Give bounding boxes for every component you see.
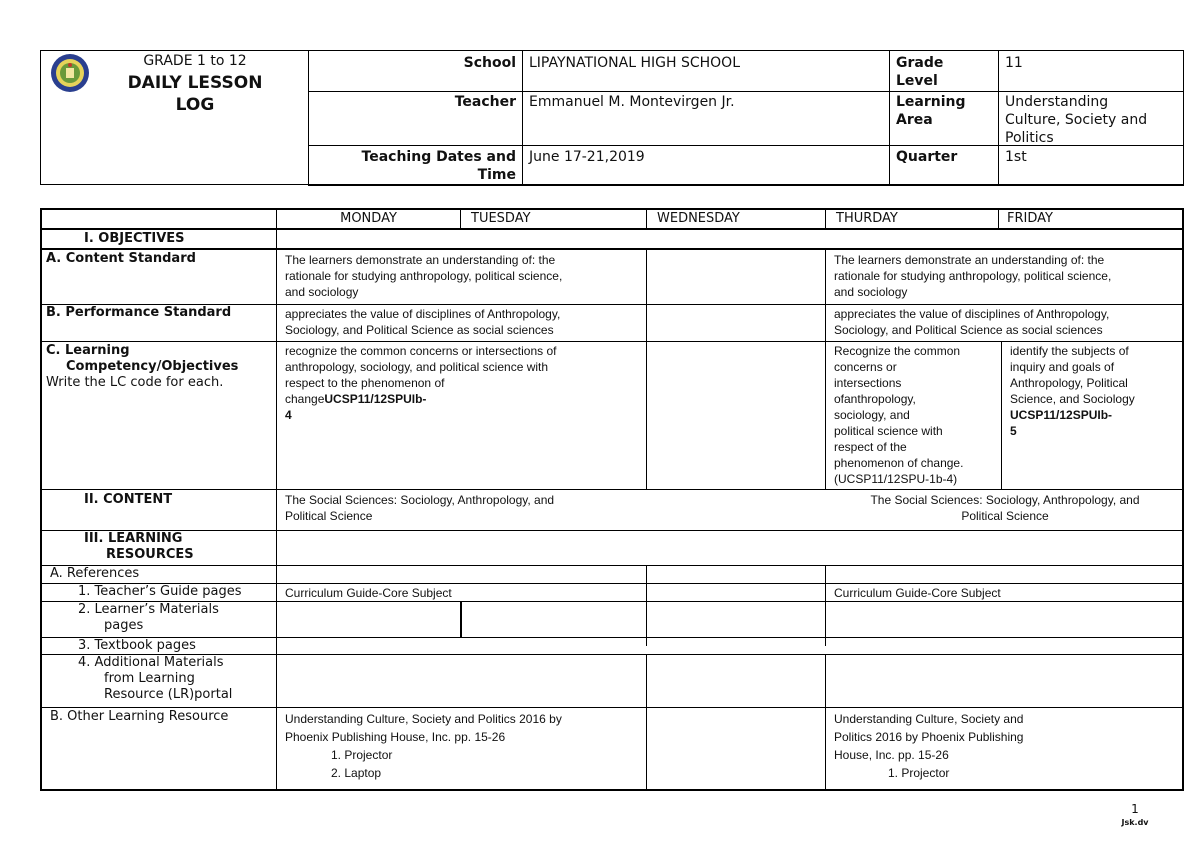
- page-number: 1: [1131, 802, 1139, 816]
- day-monday: MONDAY: [340, 211, 397, 226]
- grade-range: GRADE 1 to 12: [143, 53, 247, 69]
- performance-standard-mon: appreciates the value of disciplines of Anthropology, Sociology, and Political Science as social sciences: [285, 307, 561, 337]
- learning-area-label-1: Learning: [896, 94, 966, 110]
- learning-resources-heading: III. LEARNING RESOURCES: [84, 531, 194, 562]
- learning-competency-fri: identify the subjects of inquiry and goals of Anthropology, Political Science, and Sociology UCSP11/12SPUIb- 5: [1010, 344, 1135, 438]
- textbook-label: 3. Textbook pages: [78, 638, 196, 653]
- deped-seal-logo: [50, 53, 90, 93]
- day-tuesday: TUESDAY: [471, 211, 531, 226]
- content-standard-label: A. Content Standard: [46, 251, 196, 266]
- dates-value: June 17-21,2019: [529, 149, 645, 165]
- grade-level-value: 11: [1005, 55, 1023, 71]
- learning-competency-label: C. Learning Competency/Objectives Write the LC code for each.: [46, 343, 239, 390]
- objectives-heading: I. OBJECTIVES: [84, 231, 185, 246]
- content-mon: The Social Sciences: Sociology, Anthropology, and Political Science: [285, 493, 555, 523]
- performance-standard-thu: appreciates the value of disciplines of Anthropology, Sociology, and Political Science as social sciences: [834, 307, 1110, 337]
- learning-area-value-1: Understanding: [1005, 94, 1109, 110]
- learning-area-value-2: Culture, Society and: [1005, 112, 1148, 128]
- title-line-2: LOG: [175, 95, 215, 115]
- learning-competency-mon: recognize the common concerns or intersections of anthropology, sociology, and political science with respect to the phenomenon of changeUCSP11/12SPUIb- 4: [285, 344, 557, 422]
- grade-level-label-1: Grade: [896, 55, 944, 71]
- content-thu: The Social Sciences: Sociology, Anthropology, and Political Science: [870, 493, 1140, 523]
- title-line-1: DAILY LESSON: [127, 73, 263, 93]
- school-label: School: [463, 55, 516, 71]
- learners-materials-label: 2. Learner’s Materials pages: [78, 602, 219, 633]
- teachers-guide-thu: Curriculum Guide-Core Subject: [834, 586, 1001, 600]
- teacher-label: Teacher: [454, 94, 516, 110]
- day-friday: FRIDAY: [1007, 211, 1053, 226]
- teacher-value: Emmanuel M. Montevirgen Jr.: [529, 94, 735, 110]
- quarter-label: Quarter: [896, 149, 958, 165]
- learning-competency-thu: Recognize the common concerns or intersections ofanthropology, sociology, and political science with respect of the phenomenon of change. (UCSP11/12SPU-1b-4): [834, 344, 964, 486]
- quarter-value: 1st: [1005, 149, 1027, 165]
- content-heading: II. CONTENT: [84, 492, 173, 507]
- header-table: [40, 50, 1184, 185]
- school-value: LIPAYNATIONAL HIGH SCHOOL: [529, 55, 740, 71]
- lesson-table: [40, 208, 1184, 791]
- references-label: A. References: [50, 566, 140, 581]
- day-wednesday: WEDNESDAY: [657, 211, 740, 226]
- teachers-guide-mon: Curriculum Guide-Core Subject: [285, 586, 452, 600]
- other-resource-thu: Understanding Culture, Society and Politics 2016 by Phoenix Publishing House, Inc. pp. 15-26 1. Projector: [834, 712, 1024, 780]
- additional-materials-label: 4. Additional Materials from Learning Resource (LR)portal: [78, 655, 233, 702]
- learning-area-label-2: Area: [896, 112, 933, 128]
- content-standard-thu: The learners demonstrate an understanding of: the rationale for studying anthropology, political science, and sociology: [834, 253, 1112, 299]
- other-resource-label: B. Other Learning Resource: [50, 709, 229, 724]
- grade-level-label-2: Level: [896, 73, 938, 89]
- performance-standard-label: B. Performance Standard: [46, 305, 232, 320]
- day-thursday: THURDAY: [836, 211, 898, 226]
- teachers-guide-label: 1. Teacher’s Guide pages: [78, 584, 242, 599]
- content-standard-mon: The learners demonstrate an understanding of: the rationale for studying anthropology, political science, and sociology: [285, 253, 563, 299]
- dates-label-2: Time: [477, 167, 516, 183]
- learning-area-value-3: Politics: [1005, 130, 1054, 146]
- other-resource-mon: Understanding Culture, Society and Politics 2016 by Phoenix Publishing House, Inc. pp. 15-26 1. Projector 2. Laptop: [285, 712, 562, 780]
- footer-mark: Jsk.dv: [1121, 818, 1149, 827]
- dates-label-1: Teaching Dates and: [361, 149, 516, 165]
